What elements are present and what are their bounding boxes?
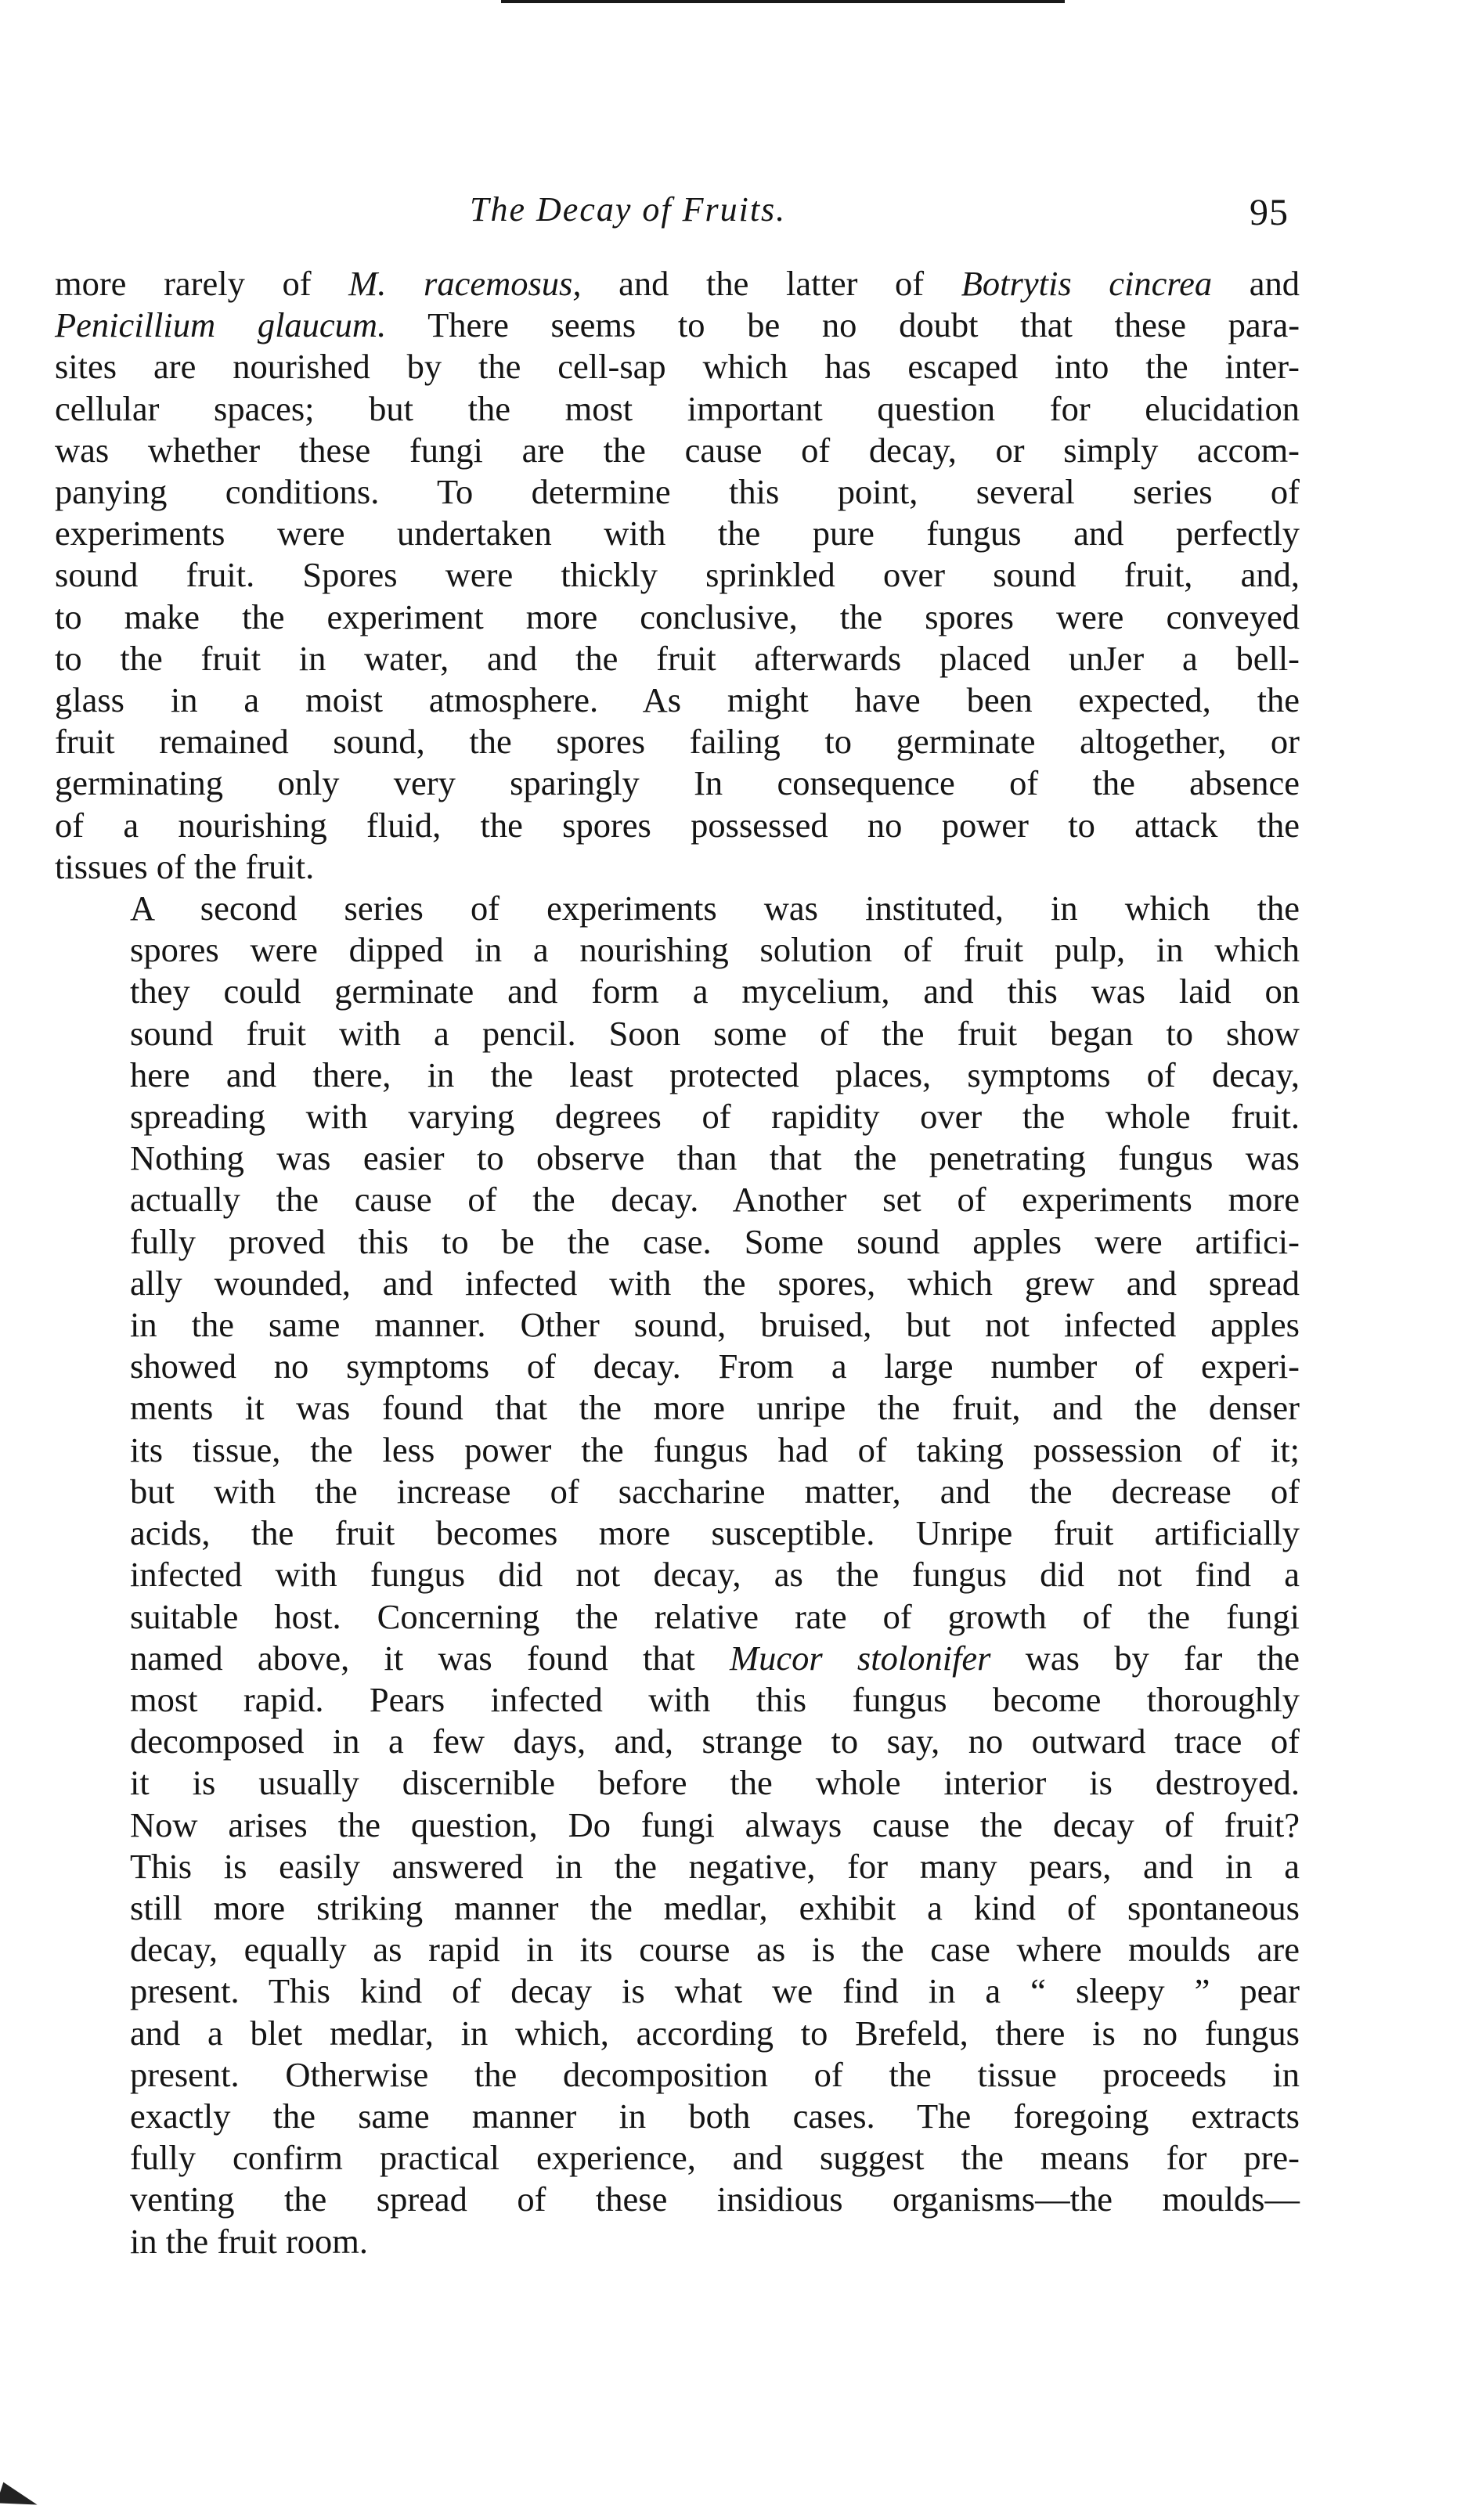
- text-line: glass in a moist atmosphere. As might have been expected, the: [55, 680, 1300, 720]
- text-line: sites are nourished by the cell-sap which has escaped into the inter-: [55, 347, 1300, 387]
- running-title: The Decay of Fruits.: [470, 190, 787, 229]
- text-line: panying conditions. To determine this point, several series of: [55, 472, 1300, 512]
- text-line: here and there, in the least protected places, symptoms of decay,: [130, 1055, 1300, 1094]
- text-line: it is usually discernible before the whole interior is destroyed.: [130, 1763, 1300, 1803]
- text-line: present. This kind of decay is what we find in a “ sleepy ” pear: [130, 1971, 1300, 2011]
- text-line: decomposed in a few days, and, strange to say, no outward trace of: [130, 1721, 1300, 1761]
- text-line: germinating only very sparingly In consequence of the absence: [55, 763, 1300, 803]
- text-line: exactly the same manner in both cases. The foregoing extracts: [130, 2096, 1300, 2136]
- running-head: [0, 186, 1457, 241]
- text-line: but with the increase of saccharine matter, and the decrease of: [130, 1471, 1300, 1511]
- text-line: to make the experiment more conclusive, the spores were conveyed: [55, 597, 1300, 636]
- text-line: Penicillium glaucum. There seems to be no doubt that these para-: [55, 305, 1300, 345]
- text-line: named above, it was found that Mucor stolonifer was by far the: [130, 1638, 1300, 1678]
- text-line: sound fruit with a pencil. Soon some of the fruit began to show: [130, 1013, 1300, 1053]
- text-line: Nothing was easier to observe than that the penetrating fungus was: [130, 1138, 1300, 1178]
- text-line: more rarely of M. racemosus, and the latter of Botrytis cincrea and: [55, 264, 1300, 303]
- text-line: in the fruit room.: [130, 2221, 369, 2261]
- text-line: experiments were undertaken with the pure fungus and perfectly: [55, 514, 1300, 553]
- text-line: decay, equally as rapid in its course as is the case where moulds are: [130, 1930, 1300, 1970]
- paragraph-1: [55, 263, 1300, 888]
- text-line: fruit remained sound, the spores failing to germinate altogether, or: [55, 722, 1300, 762]
- italic-term: Botrytis cincrea: [961, 264, 1213, 303]
- body-text: [55, 263, 1300, 2262]
- text-line: spreading with varying degrees of rapidity over the whole fruit.: [130, 1097, 1300, 1137]
- text-line: fully confirm practical experience, and suggest the means for pre-: [130, 2138, 1300, 2178]
- text-line: This is easily answered in the negative, for many pears, and in a: [130, 1846, 1300, 1886]
- text-line: to the fruit in water, and the fruit afterwards placed unJer a bell-: [55, 638, 1300, 678]
- text-line: of a nourishing fluid, the spores possessed no power to attack the: [55, 805, 1300, 845]
- page-number: 95: [1250, 192, 1289, 233]
- page-corner-mark: [0, 2482, 41, 2515]
- italic-term: M. racemosus,: [348, 264, 582, 303]
- text-line: A second series of experiments was instituted, in which the: [130, 889, 1300, 928]
- paragraph-2: [55, 888, 1300, 2262]
- text-line: acids, the fruit becomes more susceptible. Unripe fruit artificially: [130, 1513, 1300, 1553]
- italic-term: Penicillium glaucum.: [55, 305, 387, 345]
- text-line: they could germinate and form a mycelium, and this was laid on: [130, 972, 1300, 1011]
- text-line: spores were dipped in a nourishing solution of fruit pulp, in which: [130, 930, 1300, 970]
- text-line: suitable host. Concerning the relative rate of growth of the fungi: [130, 1596, 1300, 1636]
- text-line: tissues of the fruit.: [55, 846, 315, 886]
- text-line: sound fruit. Spores were thickly sprinkled over sound fruit, and,: [55, 555, 1300, 595]
- text-line: present. Otherwise the decomposition of the tissue proceeds in: [130, 2054, 1300, 2094]
- text-line: actually the cause of the decay. Another set of experiments more: [130, 1180, 1300, 1220]
- text-line: still more striking manner the medlar, exhibit a kind of spontaneous: [130, 1887, 1300, 1927]
- text-line: ally wounded, and infected with the spores, which grew and spread: [130, 1263, 1300, 1303]
- text-line: infected with fungus did not decay, as the fungus did not find a: [130, 1555, 1300, 1595]
- text-line: its tissue, the less power the fungus had of taking possession of it;: [130, 1429, 1300, 1469]
- text-line: and a blet medlar, in which, according to Brefeld, there is no fungus: [130, 2013, 1300, 2053]
- text-line: in the same manner. Other sound, bruised, but not infected apples: [130, 1305, 1300, 1345]
- top-rule: [501, 0, 1065, 3]
- text-line: showed no symptoms of decay. From a large number of experi-: [130, 1347, 1300, 1386]
- text-line: ments it was found that the more unripe the fruit, and the denser: [130, 1388, 1300, 1428]
- text-line: cellular spaces; but the most important question for elucidation: [55, 388, 1300, 428]
- text-line: venting the spread of these insidious organisms—the moulds—: [130, 2179, 1300, 2219]
- italic-term: Mucor stolonifer: [730, 1638, 991, 1678]
- text-line: Now arises the question, Do fungi always cause the decay of fruit?: [130, 1804, 1300, 1844]
- text-line: most rapid. Pears infected with this fungus become thoroughly: [130, 1679, 1300, 1719]
- text-line: fully proved this to be the case. Some sound apples were artifici-: [130, 1221, 1300, 1261]
- text-line: was whether these fungi are the cause of decay, or simply accom-: [55, 430, 1300, 470]
